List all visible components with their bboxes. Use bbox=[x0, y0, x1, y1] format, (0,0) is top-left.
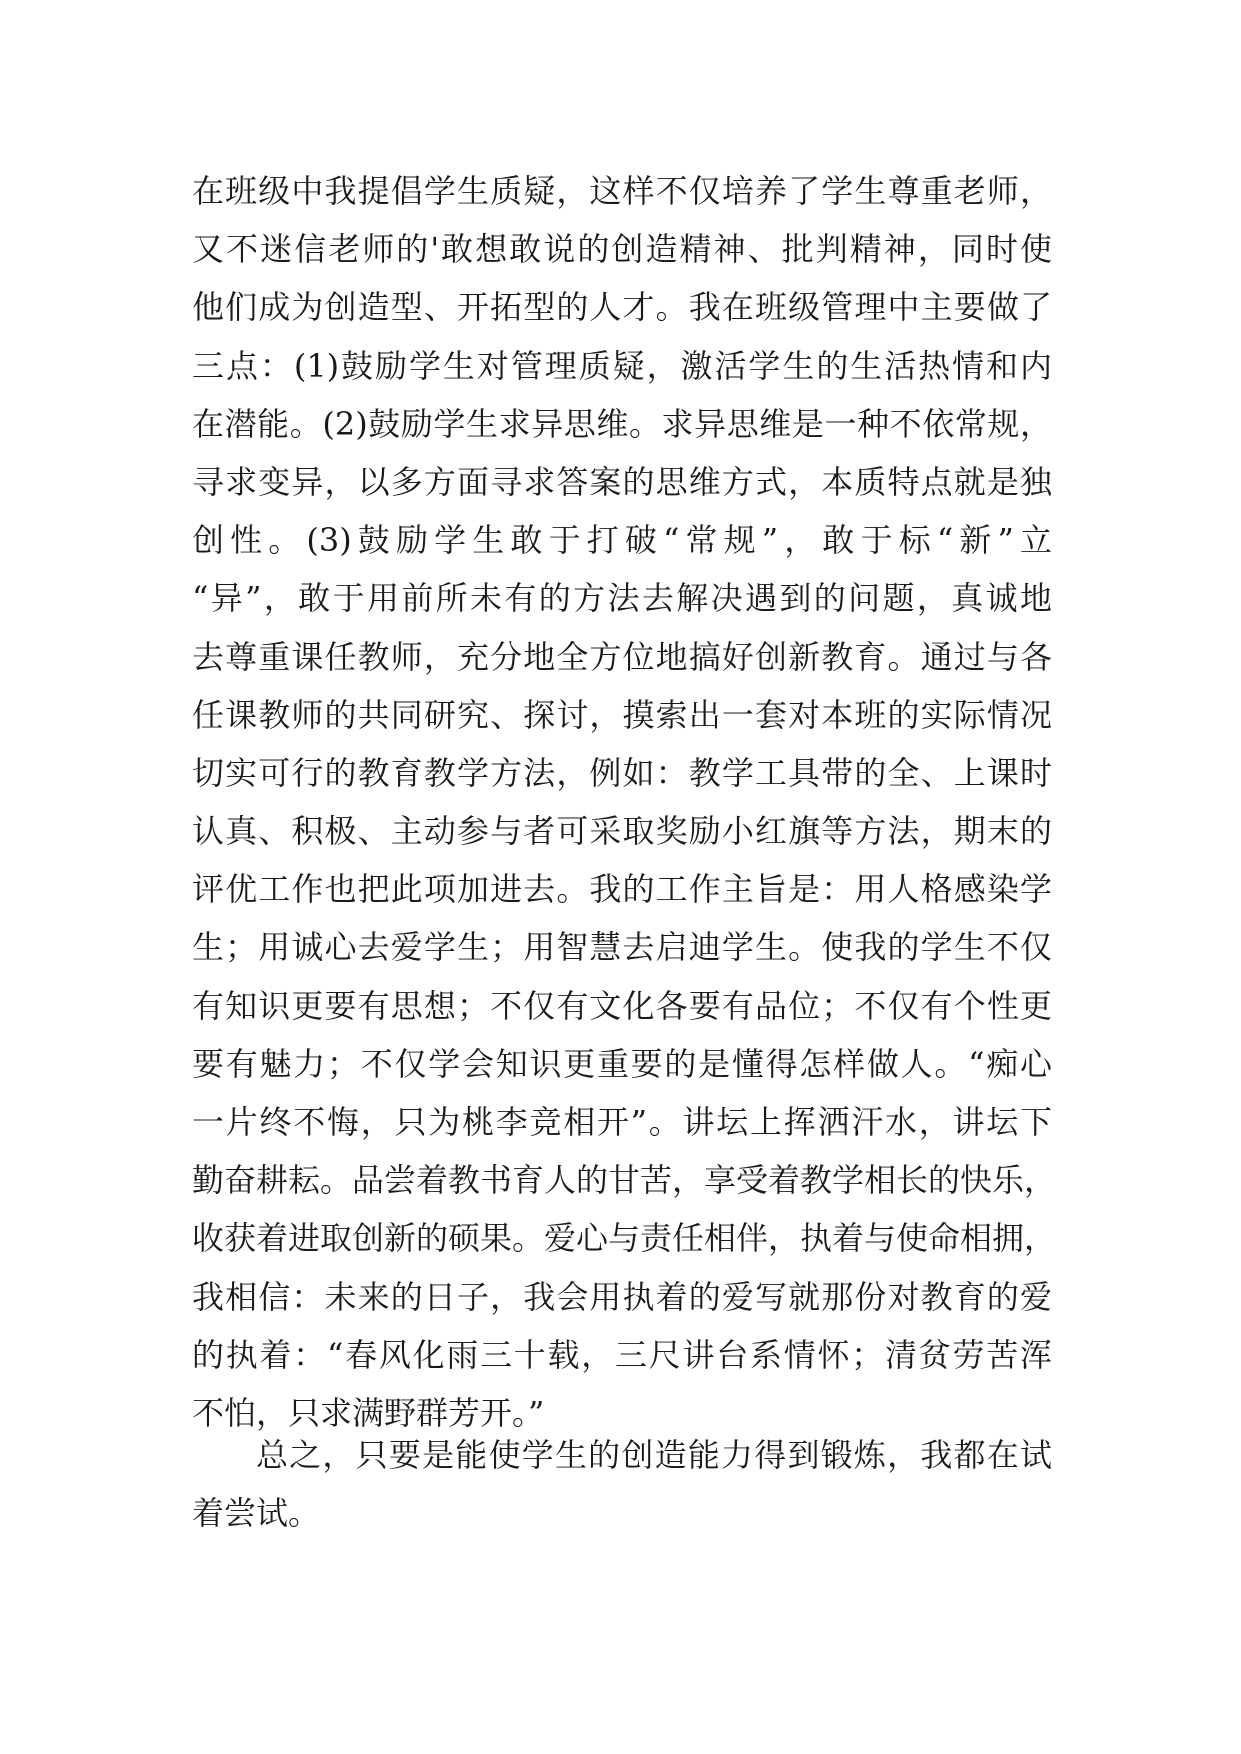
text-line: 的执着：“春风化雨三十载，三尺讲台系情怀；清贫劳苦浑 bbox=[192, 1335, 1052, 1374]
paragraph-1 bbox=[192, 162, 1057, 1442]
text-line: “异”，敢于用前所未有的方法去解决遇到的问题，真诚地 bbox=[192, 579, 1052, 618]
text-line: 寻求变异，以多方面寻求答案的思维方式，本质特点就是独 bbox=[192, 462, 1052, 501]
text-line: 生；用诚心去爱学生；用智慧去启迪学生。使我的学生不仅 bbox=[192, 928, 1052, 967]
text-line: 去尊重课任教师，充分地全方位地搞好创新教育。通过与各 bbox=[192, 637, 1052, 676]
text-line: 他们成为创造型、开拓型的人才。我在班级管理中主要做了 bbox=[192, 288, 1052, 327]
text-line: 切实可行的教育教学方法，例如：教学工具带的全、上课时 bbox=[192, 753, 1052, 792]
text-line: 又不迷信老师的'敢想敢说的创造精神、批判精神，同时使 bbox=[192, 230, 1052, 269]
text-line: 着尝试。 bbox=[192, 1494, 321, 1533]
text-line: 三点：(1)鼓励学生对管理质疑，激活学生的生活热情和内 bbox=[192, 346, 1052, 385]
text-line: 评优工作也把此项加进去。我的工作主旨是：用人格感染学 bbox=[192, 870, 1052, 909]
text-line: 创性。(3)鼓励学生敢于打破“常规”，敢于标“新”立 bbox=[192, 521, 1052, 560]
text-line: 我相信：未来的日子，我会用执着的爱写就那份对教育的爱 bbox=[192, 1277, 1052, 1316]
text-line: 一片终不悔，只为桃李竞相开”。讲坛上挥洒汗水，讲坛下 bbox=[192, 1103, 1052, 1141]
text-line: 总之，只要是能使学生的创造能力得到锻炼，我都在试 bbox=[256, 1436, 1052, 1474]
text-line: 认真、积极、主动参与者可采取奖励小红旗等方法，期末的 bbox=[192, 812, 1052, 851]
text-line: 在潜能。(2)鼓励学生求异思维。求异思维是一种不依常规， bbox=[192, 404, 1052, 443]
paragraph-2 bbox=[192, 1426, 1052, 1542]
text-line: 任课教师的共同研究、探讨，摸索出一套对本班的实际情况 bbox=[192, 695, 1052, 734]
text-line: 收获着进取创新的硕果。爱心与责任相伴，执着与使命相拥， bbox=[192, 1219, 1057, 1258]
text-line: 不怕，只求满野群芳开。” bbox=[192, 1393, 545, 1432]
text-line: 在班级中我提倡学生质疑，这样不仅培养了学生尊重老师， bbox=[192, 172, 1052, 210]
text-line: 要有魅力；不仅学会知识更重要的是懂得怎样做人。“痴心 bbox=[192, 1044, 1052, 1083]
text-line: 勤奋耕耘。品尝着教书育人的甘苦，享受着教学相长的快乐， bbox=[192, 1161, 1057, 1200]
text-line: 有知识更要有思想；不仅有文化各要有品位；不仅有个性更 bbox=[192, 986, 1052, 1025]
